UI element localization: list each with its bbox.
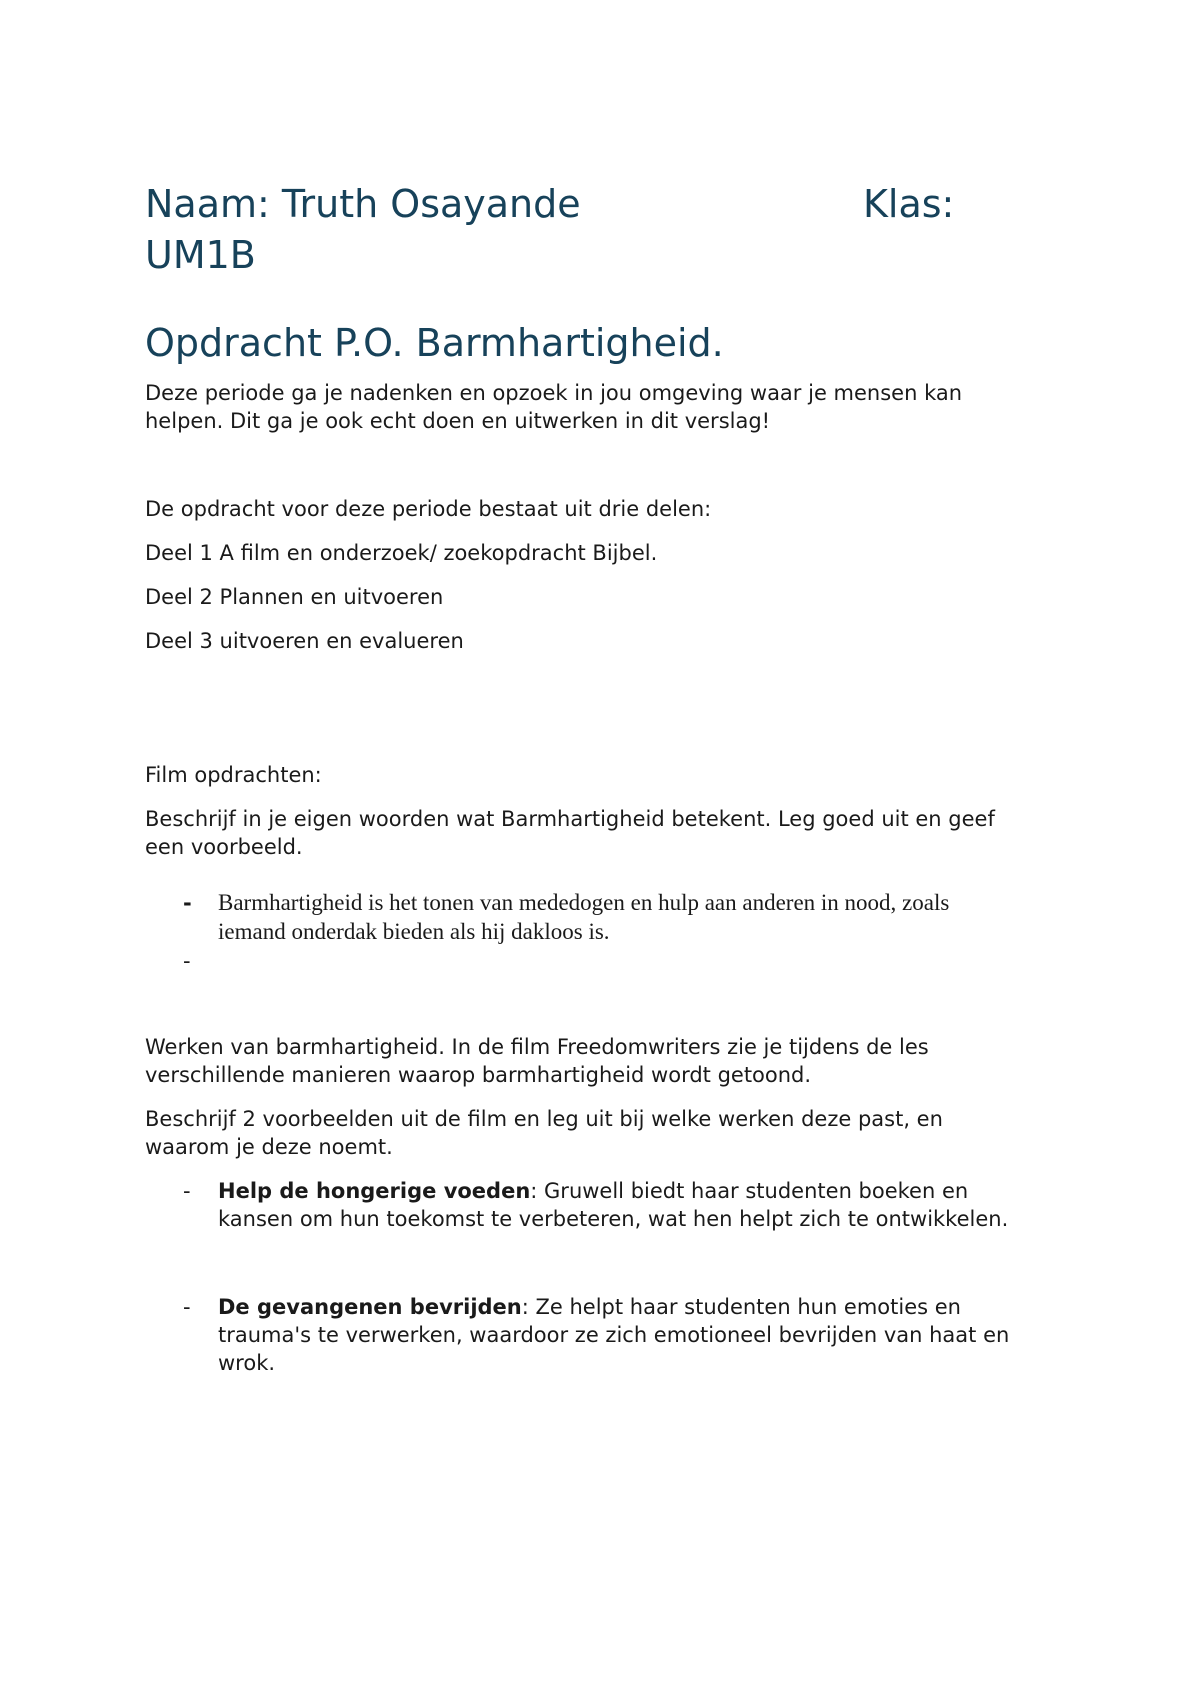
example-2-line-2: trauma's te verwerken, waardoor ze zich emotioneel bevrijden van haat en (218, 1323, 1010, 1347)
intro-line-2: helpen. Dit ga je ook echt doen en uitwerken in dit verslag! (145, 409, 771, 433)
parts-heading: De opdracht voor deze periode bestaat uit drie delen: (145, 497, 712, 521)
werken-question-line-1: Beschrijf 2 voorbeelden uit de film en leg uit bij welke werken deze past, en (145, 1107, 943, 1131)
example-2-text: : Ze helpt haar studenten hun emoties en (521, 1295, 961, 1319)
werken-line-1: Werken van barmhartigheid. In de film Freedomwriters zie je tijdens de les (145, 1035, 929, 1059)
werken-line-2: verschillende manieren waarop barmhartigheid wordt getoond. (145, 1063, 812, 1087)
part-item: Deel 1 A film en onderzoek/ zoekopdracht Bijbel. (145, 541, 658, 565)
student-name: Naam: Truth Osayande (145, 182, 581, 226)
answer-line-2: iemand onderdak bieden als hij dakloos is. (218, 919, 610, 944)
example-1-text: : Gruwell biedt haar studenten boeken en (530, 1179, 969, 1203)
part-item: Deel 2 Plannen en uitvoeren (145, 585, 444, 609)
intro-line-1: Deze periode ga je nadenken en opzoek in jou omgeving waar je mensen kan (145, 381, 963, 405)
answer-line-1: Barmhartigheid is het tonen van mededogen en hulp aan anderen in nood, zoals (218, 890, 950, 915)
film-question-line-2: een voorbeeld. (145, 835, 303, 859)
example-1-line-1 (218, 1177, 968, 1205)
part-item: Deel 3 uitvoeren en evalueren (145, 629, 464, 653)
example-2-line-1 (218, 1293, 961, 1321)
werken-question-line-2: waarom je deze noemt. (145, 1135, 393, 1159)
example-1-term: Help de hongerige voeden (218, 1179, 531, 1203)
example-1-line-2: kansen om hun toekomst te verbeteren, wat hen helpt zich te ontwikkelen. (218, 1207, 1009, 1231)
film-question-line-1: Beschrijf in je eigen woorden wat Barmhartigheid betekent. Leg goed uit en geef (145, 807, 995, 831)
class-label: Klas: (863, 182, 955, 226)
bullet-marker: - (183, 1179, 191, 1203)
class-value: UM1B (145, 233, 256, 277)
page-title: Opdracht P.O. Barmhartigheid. (145, 321, 724, 365)
example-2-line-3: wrok. (218, 1351, 276, 1375)
film-heading: Film opdrachten: (145, 763, 322, 787)
bullet-marker: - (183, 1295, 191, 1319)
example-2-term: De gevangenen bevrijden (218, 1295, 522, 1319)
bullet-marker: - (183, 891, 192, 915)
bullet-marker: - (183, 949, 191, 973)
